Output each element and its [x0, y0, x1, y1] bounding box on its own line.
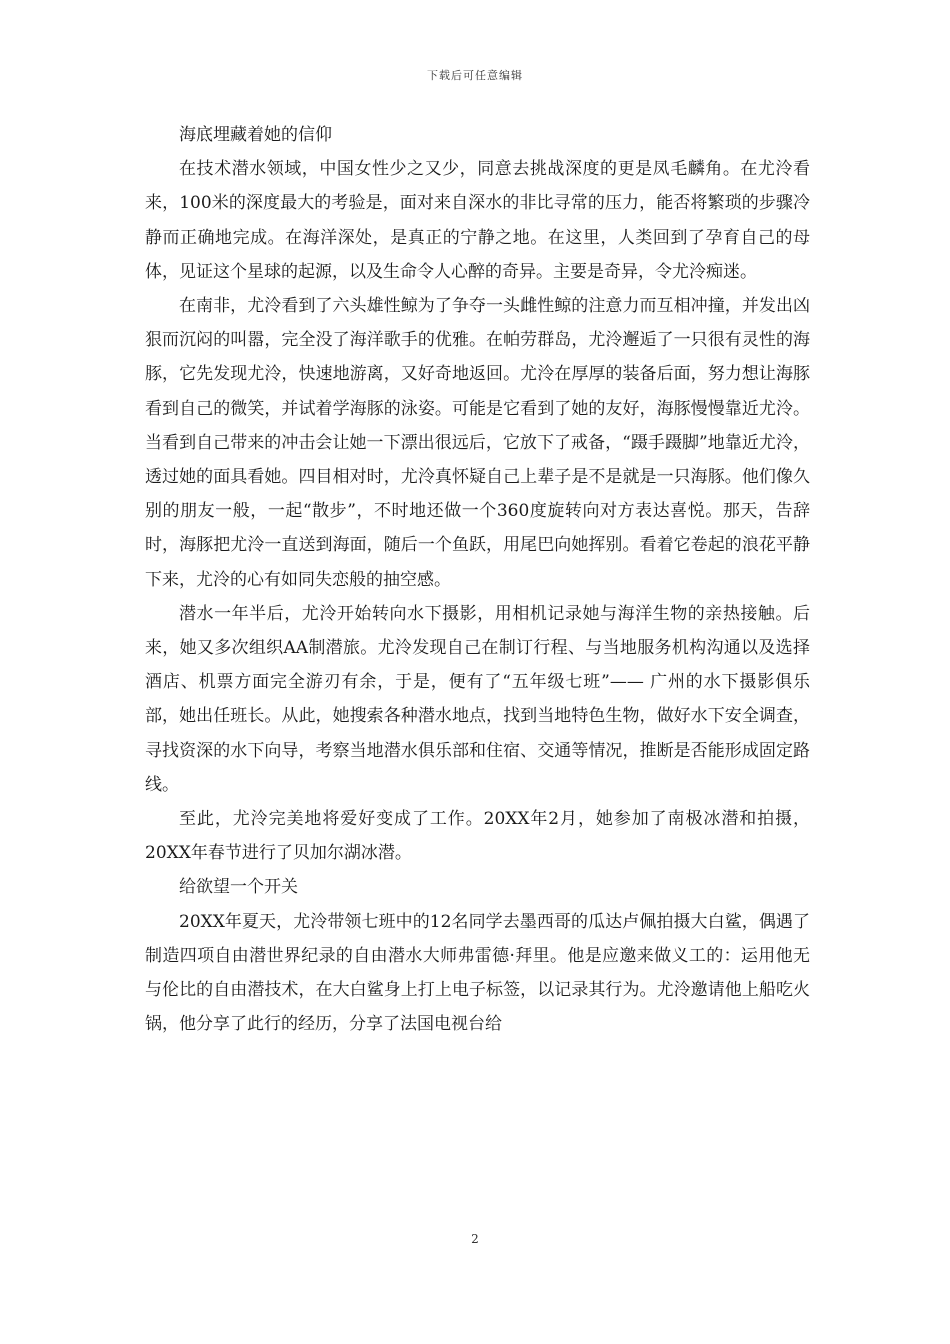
- paragraph-great-white-shark: 20XX年夏天，尤泠带领七班中的12名同学去墨西哥的瓜达卢佩拍摄大白鲨，偶遇了制造四项自由潜世界纪录的自由潜水大师弗雷德·拜里。他是应邀来做义工的：运用他无与伦比的自由潜技术，在大白鲨身上打上电子标签，以记录其行为。尤泠邀请他上船吃火锅，他分享了此行的经历，分享了法国电视台给: [145, 911, 810, 1035]
- page-header: 下载后可任意编辑: [427, 69, 523, 82]
- paragraph-whales-dolphin: 在南非，尤泠看到了六头雄性鲸为了争夺一头雌性鲸的注意力而互相冲撞，并发出凶狠而沉闷的叫嚣，完全没了海洋歌手的优雅。在帕劳群岛，尤泠邂逅了一只很有灵性的海豚，它先发现尤泠，快速地游离，又好奇地返回。尤泠在厚厚的装备后面，努力想让海豚看到自己的微笑，并试着学海豚的泳姿。可能是它看到了她的友好，海豚慢慢靠近尤泠。当看到自己带来的冲击会让她一下漂出很远后，它放下了戒备，“蹑手蹑脚”地靠近尤泠，透过她的面具看她。四目相对时，尤泠真怀疑自己上辈子是不是就是一只海豚。他们像久别的朋友一般，一起“散步”，不时地还做一个360度旋转向对方表达喜悦。那天，告辞时，海豚把尤泠一直送到海面，随后一个鱼跃，用尾巴向她挥别。看着它卷起的浪花平静下来，尤泠的心有如同失恋般的抽空感。: [145, 296, 810, 590]
- paragraph-underwater-photography: 潜水一年半后，尤泠开始转向水下摄影，用相机记录她与海洋生物的亲热接触。后来，她又多次组织AA制潜旅。尤泠发现自己在制订行程、与当地服务机构沟通以及选择酒店、机票方面完全游刃有余，于是，便有了“五年级七班”—— 广州的水下摄影俱乐部，她出任班长。从此，她搜索各种潜水地点，找到当地特色生物，做好水下安全调查，寻找资深的水下向导，考察当地潜水俱乐部和住宿、交通等情况，推断是否能形成固定路线。: [145, 603, 810, 795]
- paragraph-technical-diving: 在技术潜水领域，中国女性少之又少，同意去挑战深度的更是凤毛麟角。在尤泠看来，100米的深度最大的考验是，面对来自深水的非比寻常的压力，能否将繁琐的步骤冷静而正确地完成。在海洋深处，是真正的宁静之地。在这里，人类回到了孕育自己的母体，见证这个星球的起源，以及生命令人心醉的奇异。主要是奇异，令尤泠痴迷。: [145, 159, 810, 282]
- paragraph-hobby-to-work: 至此，尤泠完美地将爱好变成了工作。20XX年2月，她参加了南极冰潜和拍摄， 20XX年春节进行了贝加尔湖冰潜。: [145, 809, 810, 864]
- document-body: [145, 118, 810, 1041]
- section-heading-desire-switch: 给欲望一个开关: [179, 877, 298, 898]
- page-number: 2: [471, 1232, 479, 1246]
- section-heading-faith: 海底埋藏着她的信仰: [179, 125, 332, 145]
